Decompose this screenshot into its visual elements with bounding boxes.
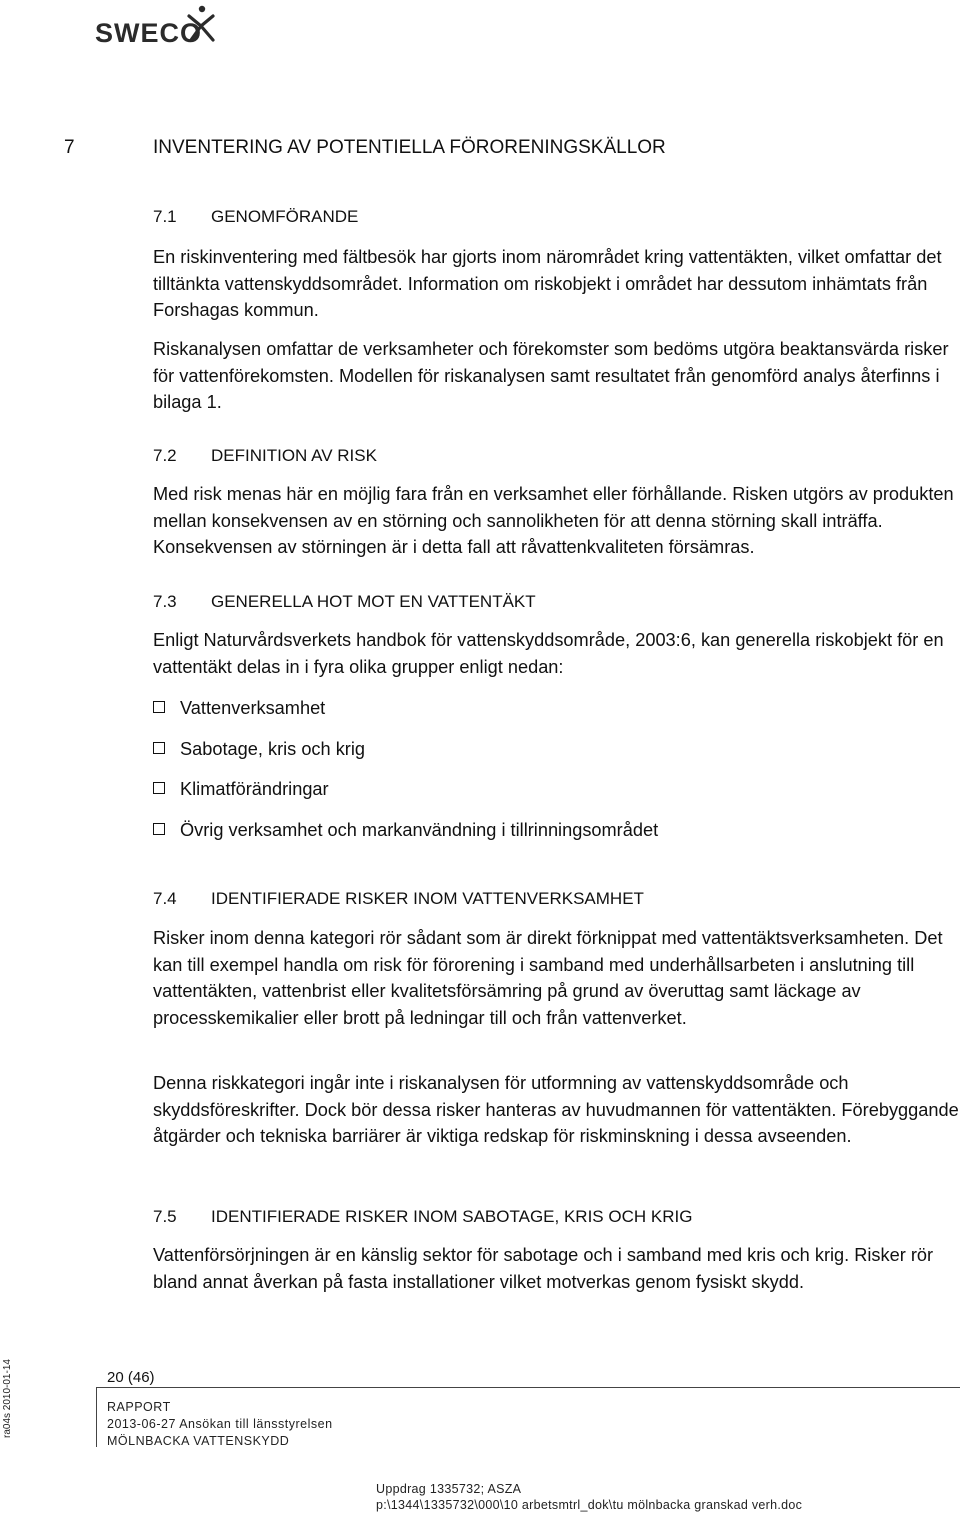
page-number: 20 (46) [107, 1369, 155, 1386]
subsection-number: 7.2 [153, 446, 177, 465]
subsection-number: 7.1 [153, 207, 177, 226]
paragraph: Med risk menas här en möjlig fara från en verksamhet eller förhållande. Risken utgörs av produkten mellan konsekvensen av en störning och sannolikheten för att denna störning skall inträffa. Konsekvensen av störningen är i detta fall att råvattenkvaliteten försämras. [153, 484, 954, 557]
paragraph: En riskinventering med fältbesök har gjorts inom närområdet kring vattentäkten, vilket omfattar det tilltänkta vattenskyddsområdet. Information om riskobjekt i området har dessutom inhämtats från Forshagas kommun. [153, 247, 942, 320]
subsection-title: DEFINITION AV RISK [211, 446, 377, 465]
file-path: p:\1344\1335732\000\10 arbetsmtrl_dok\tu mölnbacka granskad verh.doc [376, 1498, 803, 1512]
subsection-number: 7.5 [153, 1207, 177, 1226]
subsection-number: 7.3 [153, 592, 177, 611]
subsection-title: IDENTIFIERADE RISKER INOM VATTENVERKSAMHET [211, 889, 644, 908]
sweco-logo-text: SWECO [95, 18, 203, 48]
checkbox-bullet-icon [153, 823, 165, 835]
checkbox-bullet-icon [153, 782, 165, 794]
subsection-title: IDENTIFIERADE RISKER INOM SABOTAGE, KRIS OCH KRIG [211, 1207, 693, 1226]
report-type: RAPPORT [107, 1400, 171, 1414]
report-date-title: 2013-06-27 Ansökan till länsstyrelsen [107, 1417, 333, 1431]
paragraph: Enligt Naturvårdsverkets handbok för vattenskyddsområde, 2003:6, kan generella riskobjekt för en vattentäkt delas in i fyra olika grupper enligt nedan: [153, 630, 944, 677]
paragraph: Vattenförsörjningen är en känslig sektor för sabotage och i samband med kris och krig. Risker rör bland annat åverkan på fasta installationer vilket motverkas genom fysiskt skydd. [153, 1245, 934, 1292]
subsection-title: GENERELLA HOT MOT EN VATTENTÄKT [211, 592, 536, 611]
paragraph: Risker inom denna kategori rör sådant som är direkt förknippat med vattentäktsverksamheten. Det kan till exempel handla om risk för förorening i samband med underhållsarbeten i anslutning till vattentäkten, vattenbrist eller kvalitetsförsämring på grund av överuttag samt läckage av processkemikalier eller brott på ledningar till och från vattenverket. [153, 928, 943, 1028]
list-item-label: Sabotage, kris och krig [180, 739, 366, 759]
checkbox-bullet-icon [153, 742, 165, 754]
paragraph: Riskanalysen omfattar de verksamheter och förekomster som bedöms utgöra beaktansvärda risker för vattenförekomsten. Modellen för riskanalysen samt resultatet från genomförd analys återfinns i bilaga 1. [153, 339, 949, 412]
footer-vertical-divider [96, 1387, 97, 1447]
section-number: 7 [64, 137, 75, 158]
list-item [153, 737, 365, 761]
list-item [153, 696, 325, 720]
document-template-code: ra04s 2010-01-14 [2, 1359, 13, 1438]
footer-divider [96, 1387, 960, 1388]
checkbox-bullet-icon [153, 701, 165, 713]
sweco-logo-icon [183, 4, 219, 46]
paragraph: Denna riskkategori ingår inte i riskanalysen för utformning av vattenskyddsområde och skyddsföreskrifter. Dock bör dessa risker hanteras av huvudmannen för vattentäkten. Förebyggande åtgärder och tekniska barriärer är viktiga redskap för riskminskning i dessa avseenden. [153, 1073, 959, 1146]
section-title: INVENTERING AV POTENTIELLA FÖRORENINGSKÄLLOR [153, 137, 666, 158]
subsection-title: GENOMFÖRANDE [211, 207, 359, 226]
project-name: MÖLNBACKA VATTENSKYDD [107, 1434, 290, 1448]
list-item-label: Klimatförändringar [180, 779, 329, 799]
list-item [153, 818, 658, 842]
assignment-number: Uppdrag 1335732; ASZA [376, 1482, 522, 1496]
subsection-number: 7.4 [153, 889, 177, 908]
list-item [153, 777, 329, 801]
list-item-label: Övrig verksamhet och markanvändning i tillrinningsområdet [180, 820, 659, 840]
list-item-label: Vattenverksamhet [180, 698, 326, 718]
